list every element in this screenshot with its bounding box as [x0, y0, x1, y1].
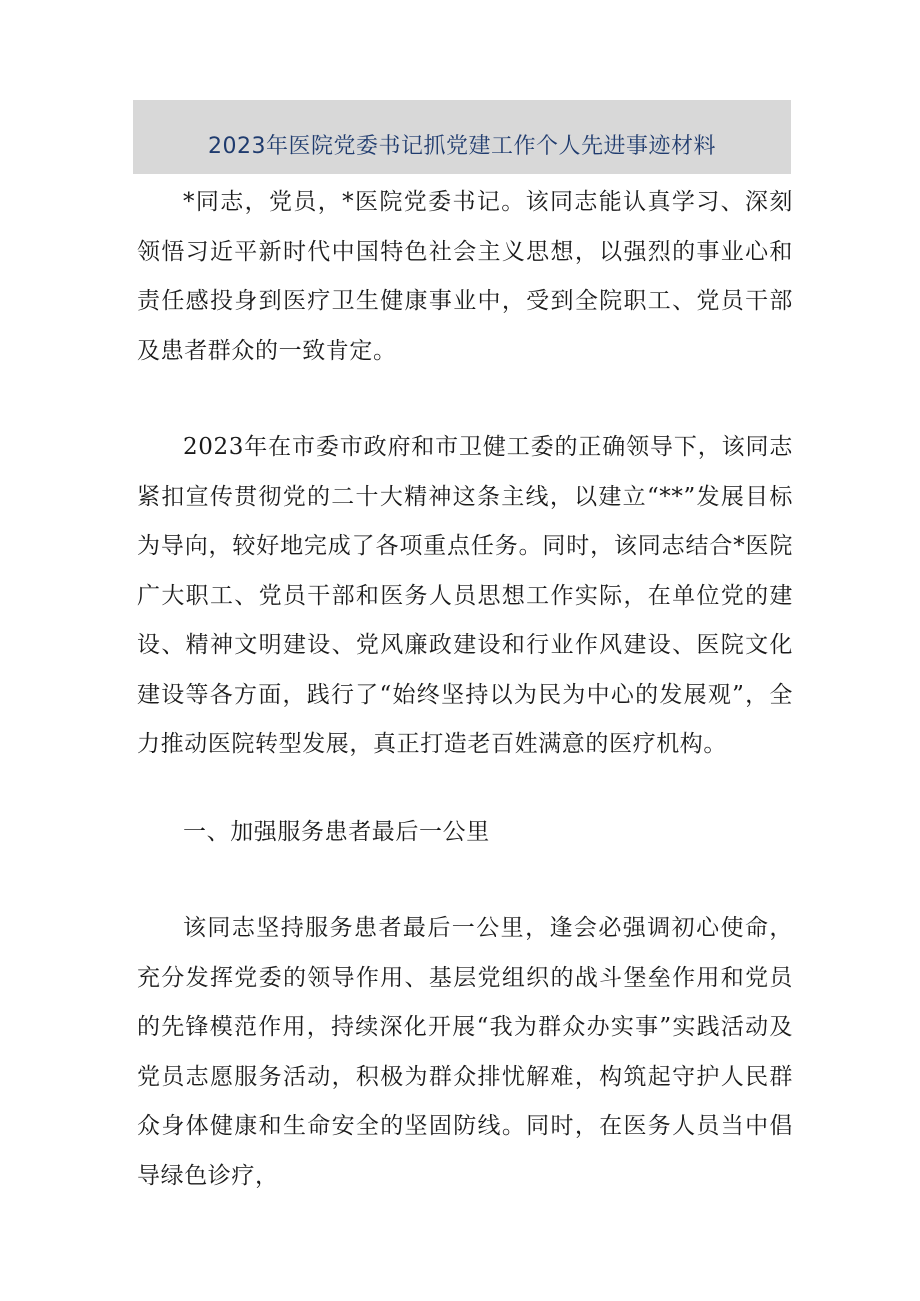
document-title: 2023年医院党委书记抓党建工作个人先进事迹材料 — [208, 133, 716, 159]
section-heading: 一、加强服务患者最后一公里 — [183, 819, 490, 845]
paragraph-summary: 2023年在市委市政府和市卫健工委的正确领导下，该同志紧扣宣传贯彻党的二十大精神这条主线，以建立“**”发展目标为导向，较好地完成了各项重点任务。同时，该同志结合*医院广大职工、党员干部和医务人员思想工作实际，在单位党的建设、精神文明建设、党风廉政建设和行业作风建设、医院文化建设等各方面，践行了“始终坚持以为民为中心的发展观”，全力推动医院转型发展，真正打造老百姓满意的医疗机构。 — [137, 434, 793, 757]
section-paragraph: 该同志坚持服务患者最后一公里，逢会必强调初心使命，充分发挥党委的领导作用、基层党组织的战斗堡垒作用和党员的先锋模范作用，持续深化开展“我为群众办实事”实践活动及党员志愿服务活动，积极为群众排忧解难，构筑起守护人民群众身体健康和生命安全的坚固防线。同时，在医务人员当中倡导绿色诊疗， — [137, 915, 793, 1189]
paragraph-intro: *同志，党员，*医院党委书记。该同志能认真学习、深刻领悟习近平新时代中国特色社会主义思想，以强烈的事业心和责任感投身到医疗卫生健康事业中，受到全院职工、党员干部及患者群众的一致肯定。 — [137, 189, 793, 364]
title-banner — [133, 100, 791, 174]
